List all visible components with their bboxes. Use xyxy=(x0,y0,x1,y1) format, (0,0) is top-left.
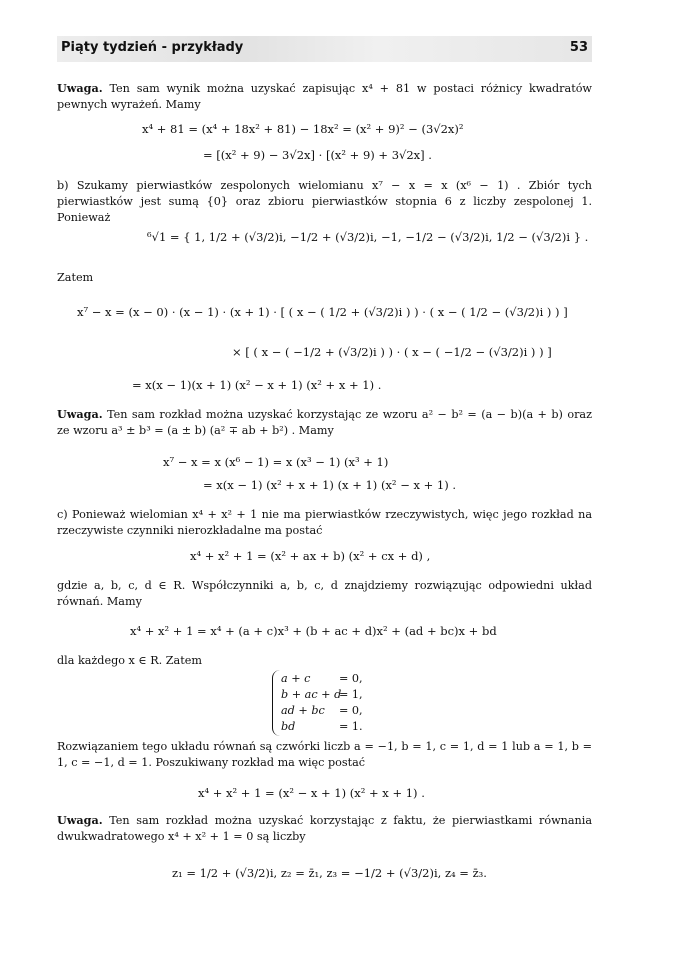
remark-2 xyxy=(57,406,592,439)
system-lhs: a + c xyxy=(281,672,311,685)
equation-7: z₁ = 1/2 + (√3/2)i, z₂ = z̄₁, z₃ = −1/2 + (√3/2)i, z₄ = z̄₃. xyxy=(172,866,487,880)
for-each-x-text: dla każdego x ∈ R. Zatem xyxy=(57,654,202,667)
equation-4: x⁴ + x² + 1 = (x² + ax + b) (x² + cx + d) , xyxy=(190,549,431,563)
system-rhs: = 1, xyxy=(339,688,363,701)
system-lhs: bd xyxy=(281,720,296,733)
system-rhs: = 0, xyxy=(339,704,363,717)
zatem-label: Zatem xyxy=(57,271,94,284)
equation-2a: x⁷ − x = (x − 0) · (x − 1) · (x + 1) · [ ( x − ( 1/2 + (√3/2)i ) ) · ( x − ( 1/2 − (√3/2)i ) ) ] xyxy=(77,305,568,319)
running-header xyxy=(57,36,592,62)
remark-text: Ten sam wynik można uzyskać zapisując x⁴ + 81 w postaci różnicy kwadratów pewnych wyrażeń. Mamy xyxy=(57,82,592,111)
remark-text: Ten sam rozkład można uzyskać korzystając z faktu, że pierwiastkami równania dwukwadratowego x⁴ + x² + 1 = 0 są liczby xyxy=(57,814,592,843)
equation-2c: = x(x − 1)(x + 1) (x² − x + 1) (x² + x + 1) . xyxy=(132,378,382,392)
remark-1 xyxy=(57,80,592,113)
remark-3 xyxy=(57,812,592,845)
system-rhs: = 1. xyxy=(339,720,363,733)
remark-label: Uwaga. xyxy=(57,407,103,421)
equation-5: x⁴ + x² + 1 = x⁴ + (a + c)x³ + (b + ac + d)x² + (ad + bc)x + bd xyxy=(130,624,497,638)
remark-text: Ten sam rozkład można uzyskać korzystając ze wzoru a² − b² = (a − b)(a + b) oraz ze wzoru a³ ± b³ = (a ± b) (a² ∓ ab + b²) . Mamy xyxy=(57,408,592,437)
system-lhs: b + ac + d xyxy=(281,688,342,701)
system-rhs: = 0, xyxy=(339,672,363,685)
remark-label: Uwaga. xyxy=(57,813,103,827)
equation-3a: x⁷ − x = x (x⁶ − 1) = x (x³ − 1) (x³ + 1) xyxy=(163,455,389,469)
equation-roots: ⁶√1 = { 1, 1/2 + (√3/2)i, −1/2 + (√3/2)i, −1, −1/2 − (√3/2)i, 1/2 − (√3/2)i } . xyxy=(147,230,589,244)
equation-1b: = [(x² + 9) − 3√2x] · [(x² + 9) + 3√2x] . xyxy=(203,148,432,162)
remark-label: Uwaga. xyxy=(57,81,103,95)
equation-1a: x⁴ + 81 = (x⁴ + 18x² + 81) − 18x² = (x² + 9)² − (3√2x)² xyxy=(142,122,464,136)
system-lhs: ad + bc xyxy=(281,704,325,717)
equation-6: x⁴ + x² + 1 = (x² − x + 1) (x² + x + 1) . xyxy=(198,786,425,800)
part-b-text: b) Szukamy pierwiastków zespolonych wielomianu x⁷ − x = x (x⁶ − 1) . Zbiór tych pierwiastków jest sumą {0} oraz zbioru pierwiastków stopnia 6 z liczby zespolonej 1. Ponieważ xyxy=(57,179,592,224)
coefficients-text: gdzie a, b, c, d ∈ R. Współczynniki a, b, c, d znajdziemy rozwiązując odpowiedni układ równań. Mamy xyxy=(57,579,592,608)
page-number: 53 xyxy=(569,40,588,55)
equation-system xyxy=(272,670,383,736)
equation-3b: = x(x − 1) (x² + x + 1) (x + 1) (x² − x + 1) . xyxy=(203,478,457,492)
chapter-title: Piąty tydzień - przykłady xyxy=(61,40,244,55)
solution-text: Rozwiązaniem tego układu równań są czwórki liczb a = −1, b = 1, c = 1, d = 1 lub a = 1, b = 1, c = −1, d = 1. Poszukiwany rozkład ma więc postać xyxy=(57,740,592,769)
equation-2b: × [ ( x − ( −1/2 + (√3/2)i ) ) · ( x − ( −1/2 − (√3/2)i ) ) ] xyxy=(232,345,552,359)
part-c-text: c) Ponieważ wielomian x⁴ + x² + 1 nie ma pierwiastków rzeczywistych, więc jego rozkład na rzeczywiste czynniki nierozkładalne ma postać xyxy=(57,508,592,537)
